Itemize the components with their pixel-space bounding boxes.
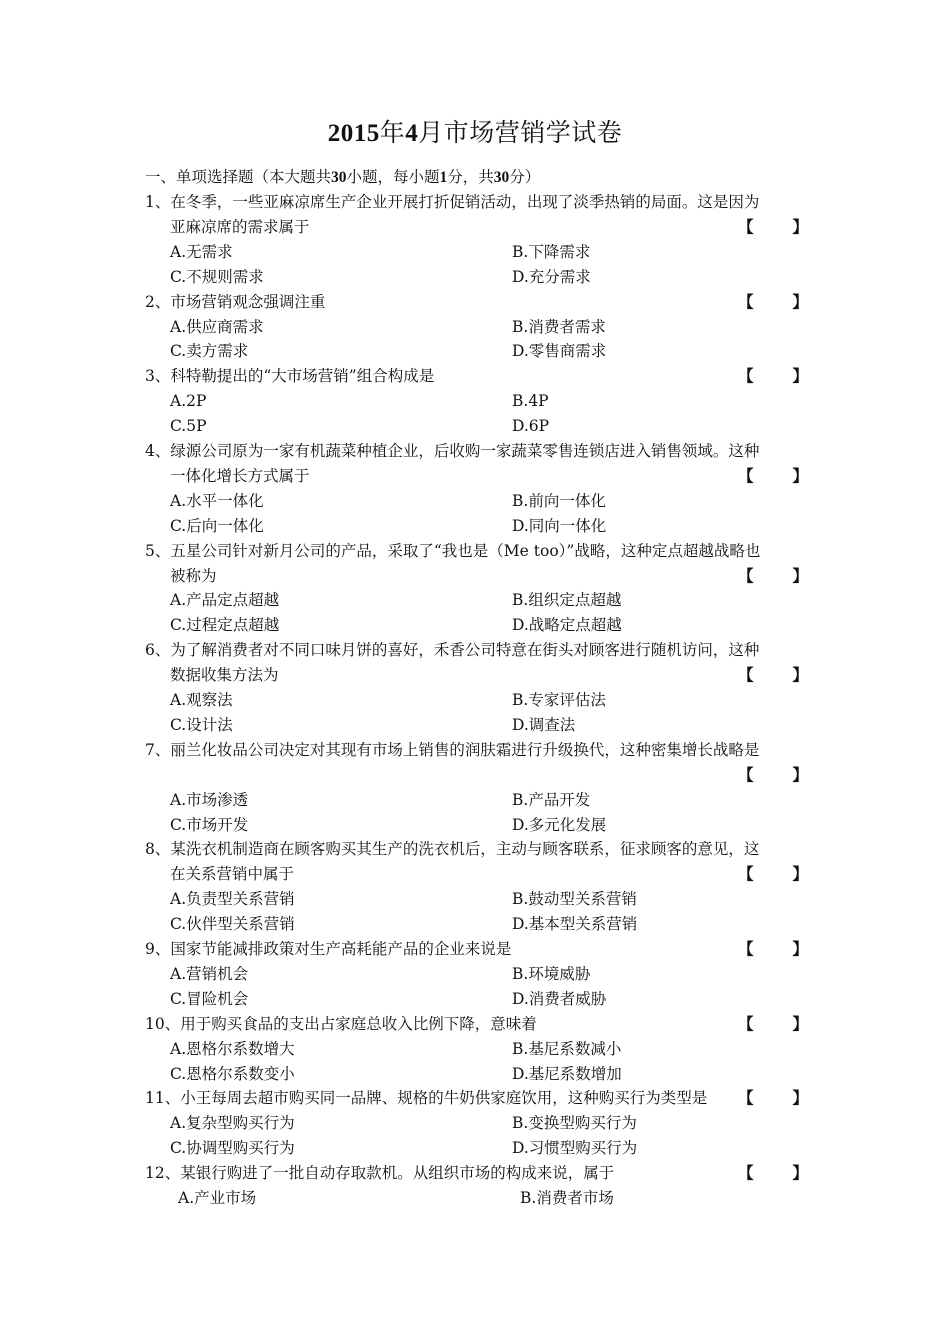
answer-option: B.环境威胁 xyxy=(512,964,591,983)
bracket-close: 】 xyxy=(792,939,808,958)
question-stem: 数据收集方法为 xyxy=(170,666,279,685)
answer-option: D.零售商需求 xyxy=(512,342,607,361)
bracket-close: 】 xyxy=(792,565,808,585)
bracket-open: 【 xyxy=(738,939,754,958)
question-stem: 2、市场营销观念强调注重 xyxy=(145,292,326,311)
bracket-close: 】 xyxy=(792,665,808,685)
question-stem: 在关系营销中属于 xyxy=(170,865,295,884)
answer-bracket[interactable] xyxy=(738,938,808,960)
answer-option: B.前向一体化 xyxy=(512,491,606,510)
bracket-close: 】 xyxy=(792,465,808,485)
answer-option: C.5P xyxy=(170,417,207,436)
question-stem: 6、为了解消费者对不同口味月饼的喜好，禾香公司特意在街头对顾客进行随机访问，这种 xyxy=(145,641,760,660)
answer-option: D.充分需求 xyxy=(512,267,591,286)
answer-option: C.卖方需求 xyxy=(170,342,249,361)
answer-bracket[interactable] xyxy=(738,1087,808,1109)
bracket-open: 【 xyxy=(738,565,754,585)
answer-bracket[interactable] xyxy=(738,1013,808,1035)
answer-option: C.后向一体化 xyxy=(170,516,264,535)
answer-option: C.冒险机会 xyxy=(170,989,249,1008)
question-stem: 3、科特勒提出的“大市场营销”组合构成是 xyxy=(145,367,435,386)
answer-option: D.消费者威胁 xyxy=(512,989,607,1008)
answer-bracket[interactable] xyxy=(738,1162,808,1184)
answer-option: C.协调型购买行为 xyxy=(170,1139,295,1158)
bracket-open: 【 xyxy=(738,465,754,485)
answer-bracket[interactable] xyxy=(738,291,808,313)
answer-option: D.6P xyxy=(512,417,550,436)
bracket-open: 【 xyxy=(738,291,754,311)
answer-option: A.营销机会 xyxy=(170,964,249,983)
question-stem: 7、丽兰化妆品公司决定对其现有市场上销售的润肤霜进行升级换代，这种密集增长战略是 xyxy=(145,740,760,759)
answer-option: D.调查法 xyxy=(512,715,576,734)
answer-option: A.复杂型购买行为 xyxy=(170,1114,295,1133)
answer-option: D.基尼系数增加 xyxy=(512,1064,622,1083)
answer-option: B.4P xyxy=(512,392,549,411)
answer-option: A.市场渗透 xyxy=(170,790,249,809)
answer-option: D.同向一体化 xyxy=(512,516,607,535)
page-title: 2015年4月市场营销学试卷 xyxy=(327,118,623,147)
answer-bracket[interactable] xyxy=(738,664,808,686)
answer-option: D.战略定点超越 xyxy=(512,616,622,635)
question-stem: 亚麻凉席的需求属于 xyxy=(170,217,310,236)
bracket-open: 【 xyxy=(738,1163,754,1183)
bracket-close: 】 xyxy=(792,764,808,784)
bracket-open: 【 xyxy=(738,216,754,236)
question-stem: 8、某洗衣机制造商在顾客购买其生产的洗衣机后，主动与顾客联系，征求顾客的意见，这 xyxy=(145,840,760,859)
answer-option: C.不规则需求 xyxy=(170,267,264,286)
question-stem: 5、五星公司针对新月公司的产品，采取了“我也是（Me too）”战略，这种定点超越战略也 xyxy=(145,541,761,560)
question-stem: 4、绿源公司原为一家有机蔬菜种植企业，后收购一家蔬菜零售连锁店进入销售领域。这种 xyxy=(145,442,760,460)
answer-option: C.伙伴型关系营销 xyxy=(170,915,295,934)
answer-option: A.水平一体化 xyxy=(170,491,264,510)
answer-bracket[interactable] xyxy=(738,216,808,238)
question-stem: 10、用于购买食品的支出占家庭总收入比例下降，意味着 xyxy=(145,1014,537,1033)
answer-option: B.鼓动型关系营销 xyxy=(512,890,637,909)
answer-option: A.2P xyxy=(170,392,207,411)
question-stem: 11、小王每周去超市购买同一品牌、规格的牛奶供家庭饮用，这种购买行为类型是 xyxy=(145,1089,708,1108)
answer-bracket[interactable] xyxy=(738,863,808,885)
answer-option: B.消费者市场 xyxy=(520,1189,614,1207)
question-stem: 1、在冬季，一些亚麻凉席生产企业开展打折促销活动，出现了淡季热销的局面。这是因为 xyxy=(145,193,760,211)
bracket-close: 】 xyxy=(792,216,808,236)
bracket-open: 【 xyxy=(738,864,754,884)
answer-option: A.观察法 xyxy=(170,691,233,709)
answer-bracket[interactable] xyxy=(738,365,808,387)
answer-option: A.产品定点超越 xyxy=(170,591,280,610)
bracket-close: 】 xyxy=(792,291,808,311)
section-heading: 一、单项选择题（本大题共30小题，每小题1分，共30分） xyxy=(145,168,541,186)
answer-option: C.过程定点超越 xyxy=(170,616,280,635)
bracket-close: 】 xyxy=(792,366,808,386)
answer-option: A.供应商需求 xyxy=(170,317,264,336)
answer-option: A.负责型关系营销 xyxy=(170,890,295,909)
answer-option: A.恩格尔系数增大 xyxy=(170,1039,295,1058)
bracket-open: 【 xyxy=(738,1013,754,1033)
answer-bracket[interactable] xyxy=(738,465,808,487)
answer-option: B.基尼系数减小 xyxy=(512,1039,622,1058)
answer-option: B.产品开发 xyxy=(512,790,591,809)
bracket-open: 【 xyxy=(738,366,754,386)
answer-option: D.基本型关系营销 xyxy=(512,915,638,934)
answer-option: A.产业市场 xyxy=(178,1189,257,1207)
bracket-open: 【 xyxy=(738,1088,754,1108)
answer-option: C.恩格尔系数变小 xyxy=(170,1064,295,1083)
answer-option: D.多元化发展 xyxy=(512,815,607,834)
answer-option: C.市场开发 xyxy=(170,815,249,834)
answer-option: A.无需求 xyxy=(170,242,233,261)
question-stem: 12、某银行购进了一批自动存取款机。从组织市场的构成来说，属于 xyxy=(145,1164,615,1183)
bracket-close: 】 xyxy=(792,1088,808,1108)
answer-option: B.变换型购买行为 xyxy=(512,1114,637,1133)
bracket-close: 】 xyxy=(792,1163,808,1183)
answer-option: B.组织定点超越 xyxy=(512,591,622,610)
answer-option: C.设计法 xyxy=(170,715,233,734)
question-stem: 被称为 xyxy=(170,566,217,585)
question-stem: 9、国家节能减排政策对生产高耗能产品的企业来说是 xyxy=(145,940,512,958)
bracket-open: 【 xyxy=(738,764,754,784)
answer-option: D.习惯型购买行为 xyxy=(512,1139,638,1158)
bracket-close: 】 xyxy=(792,1013,808,1033)
answer-option: B.专家评估法 xyxy=(512,691,606,709)
answer-option: B.消费者需求 xyxy=(512,317,606,336)
question-stem: 一体化增长方式属于 xyxy=(170,466,310,485)
answer-bracket[interactable] xyxy=(738,764,808,786)
answer-option: B.下降需求 xyxy=(512,242,591,261)
bracket-open: 【 xyxy=(738,665,754,685)
answer-bracket[interactable] xyxy=(738,565,808,587)
bracket-close: 】 xyxy=(792,864,808,884)
